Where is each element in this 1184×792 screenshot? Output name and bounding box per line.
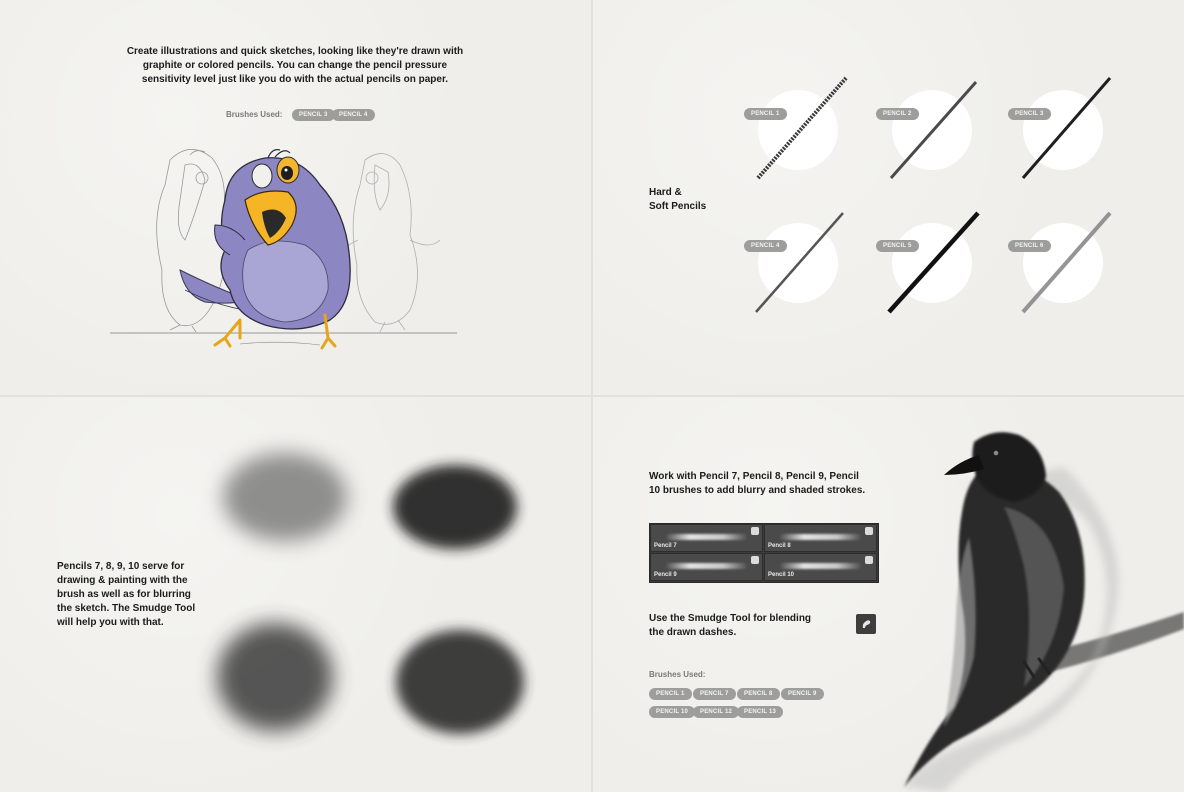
- brush-pill: PENCIL 1: [649, 688, 692, 700]
- smudge-tool-description: Use the Smudge Tool for blending the drawn dashes.: [649, 613, 812, 638]
- smudge-icon: [860, 618, 872, 630]
- sketch-description: Create illustrations and quick sketches, looking like they're drawn with graphite or colored pencils. You can change the pencil pressure sensitivity level just like you do with the actual pencils on paper.: [126, 46, 464, 85]
- brush-stroke-preview: [665, 563, 748, 569]
- pencil-swatches: [593, 0, 1184, 395]
- heading-line-2: Soft Pencils: [649, 201, 707, 212]
- brush-cell-label: Pencil 9: [654, 572, 677, 578]
- pencil-swatch-label: PENCIL 3: [1008, 108, 1051, 120]
- crow-illustration: [884, 397, 1184, 792]
- brush-cell-pencil-8[interactable]: [764, 524, 877, 552]
- brush-cell-label: Pencil 10: [768, 572, 795, 578]
- parrot-illustration: [0, 0, 591, 395]
- brush-pill: PENCIL 9: [781, 688, 824, 700]
- brush-settings-icon: [865, 556, 873, 564]
- brush-pill: PENCIL 13: [737, 706, 783, 718]
- brush-stroke-preview: [665, 534, 748, 540]
- pencil-swatch-label: PENCIL 5: [876, 240, 919, 252]
- brush-stroke-preview: [779, 534, 862, 540]
- brush-pill: PENCIL 10: [649, 706, 695, 718]
- blur-swatches: [0, 397, 591, 792]
- pencil-swatch-label: PENCIL 2: [876, 108, 919, 120]
- brush-cell-label: Pencil 7: [654, 543, 677, 549]
- brush-cell-pencil-10[interactable]: [764, 553, 877, 581]
- pencil-swatch-label: PENCIL 6: [1008, 240, 1051, 252]
- brush-cell-label: Pencil 8: [768, 543, 791, 549]
- brush-stroke-preview: [779, 563, 862, 569]
- blur-pencils-description: Pencils 7, 8, 9, 10 serve for drawing & painting with the brush as well as for blurring the sketch. The Smudge Tool will help you with that.: [57, 561, 196, 628]
- brush-settings-icon: [865, 527, 873, 535]
- brush-settings-icon: [751, 556, 759, 564]
- brush-library-grid: [649, 523, 879, 583]
- brush-pill: PENCIL 3: [292, 109, 335, 121]
- pencil-swatch-label: PENCIL 4: [744, 240, 787, 252]
- brushes-used-label: Brushes Used:: [226, 110, 283, 119]
- smudge-tool-button[interactable]: [856, 614, 876, 634]
- heading-line-1: Hard &: [649, 187, 682, 198]
- blur-brushes-description: Work with Pencil 7, Pencil 8, Pencil 9, Pencil 10 brushes to add blurry and shaded strokes.: [649, 471, 866, 496]
- brush-cell-pencil-7[interactable]: [650, 524, 763, 552]
- brush-pill: PENCIL 7: [693, 688, 736, 700]
- brushes-used-label: Brushes Used:: [649, 670, 706, 679]
- brush-cell-pencil-9[interactable]: [650, 553, 763, 581]
- pencil-swatch-label: PENCIL 1: [744, 108, 787, 120]
- brush-pill: PENCIL 4: [332, 109, 375, 121]
- brush-pill: PENCIL 12: [693, 706, 739, 718]
- brush-settings-icon: [751, 527, 759, 535]
- brush-pill: PENCIL 8: [737, 688, 780, 700]
